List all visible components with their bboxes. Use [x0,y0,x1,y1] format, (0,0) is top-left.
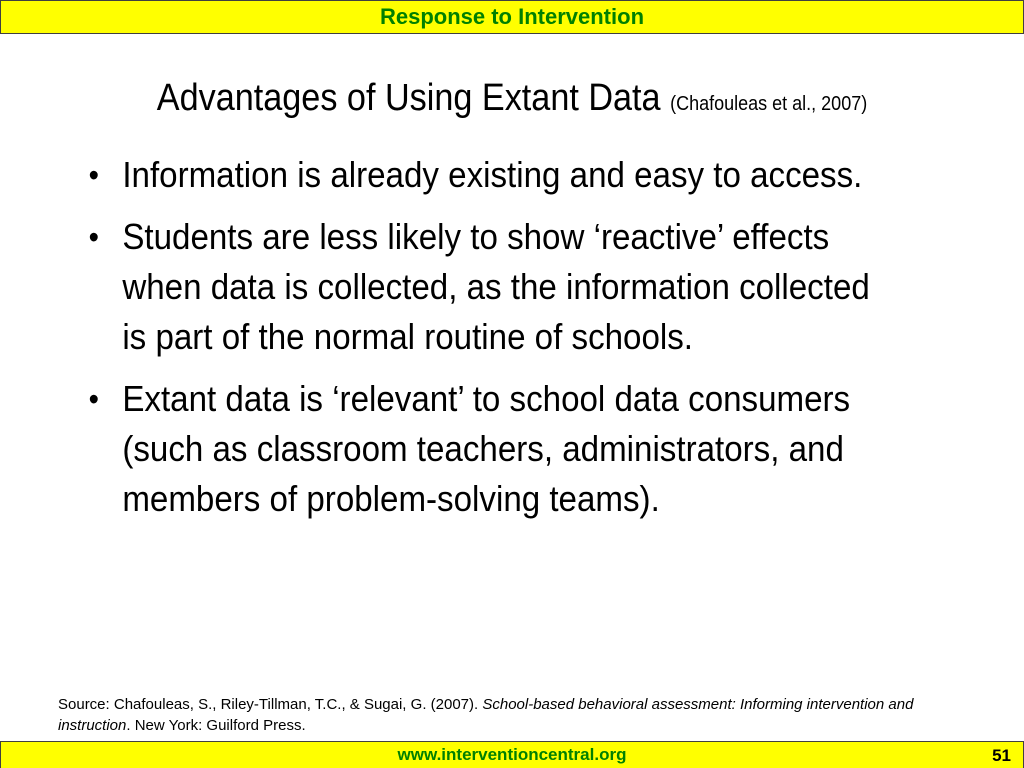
source-citation [58,694,978,736]
slide-title-main: Advantages of Using Extant Data [156,77,661,119]
bullet-icon: • [88,157,99,193]
header-banner [0,0,1024,34]
page-number: 51 [992,746,1011,765]
slide-title [51,74,973,128]
footer-url-link[interactable]: www.interventioncentral.org [397,745,627,764]
bullet-text: Students are less likely to show ‘reactive’ effects when data is collected, as the information collected is part of the normal routine of schools. [122,216,870,357]
bullet-item [80,150,871,200]
source-suffix: . New York: Guilford Press. [126,717,306,734]
bullet-icon: • [88,381,99,417]
bullet-text: Information is already existing and easy to access. [122,154,863,195]
slide-title-citation: (Chafouleas et al., 2007) [670,93,868,115]
bullet-text: Extant data is ‘relevant’ to school data consumers (such as classroom teachers, administrators, and members of problem-solving teams). [122,378,851,519]
bullet-list [80,150,940,536]
bullet-item [80,374,871,524]
header-banner-text: Response to Intervention [379,4,645,29]
bullet-icon: • [88,219,99,255]
footer-banner [0,741,1024,768]
bullet-item [80,212,871,362]
source-prefix: Source: Chafouleas, S., Riley-Tillman, T.C., & Sugai, G. (2007). [58,696,483,713]
source-book-title: School-based behavioral assessment: Informing intervention and instruction [58,696,914,734]
